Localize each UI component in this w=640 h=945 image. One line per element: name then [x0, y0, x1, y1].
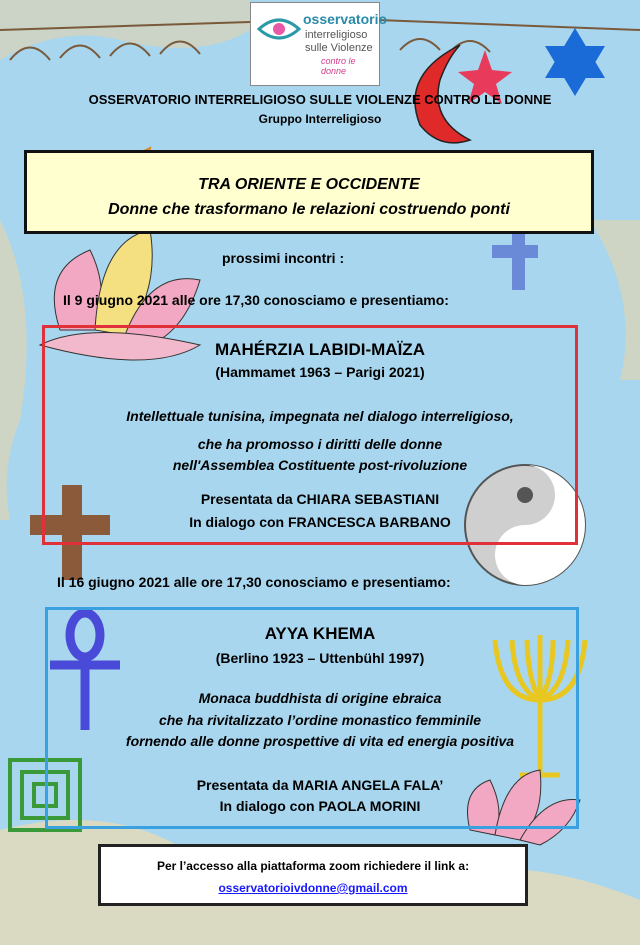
- event2-intro: Il 16 giugno 2021 alle ore 17,30 conosciamo e presentiamo:: [57, 574, 451, 590]
- event2-presenter: Presentata da MARIA ANGELA FALA’: [196, 777, 444, 793]
- star-of-david-icon: [545, 28, 605, 96]
- organization-subtitle: Gruppo Interreligioso: [258, 112, 382, 126]
- event1-name: MAHÉRZIA LABIDI-MAÏZA: [215, 340, 425, 359]
- banner: [24, 150, 594, 234]
- event2-name: AYYA KHEMA: [264, 624, 376, 643]
- contact-box: [98, 844, 528, 906]
- parchment-shape: [0, 0, 250, 60]
- email-link[interactable]: osservatorioivdonne@gmail.com: [218, 881, 408, 895]
- event2-description: fornendo alle donne prospettive di vita ed energia positiva: [125, 733, 515, 749]
- contact-text: Per l’accesso alla piattaforma zoom richiedere il link a:: [156, 859, 470, 873]
- eye-logo-icon: [257, 15, 301, 43]
- event1-presenter: Presentata da CHIARA SEBASTIANI: [200, 491, 440, 507]
- event1-dates: (Hammamet 1963 – Parigi 2021): [215, 364, 425, 380]
- upcoming-label: prossimi incontri :: [222, 250, 345, 266]
- event1-dialogue: In dialogo con FRANCESCA BARBANO: [189, 514, 451, 530]
- banner-title: TRA ORIENTE E OCCIDENTE: [198, 176, 420, 193]
- logo: [250, 2, 388, 86]
- event2-description: che ha rivitalizzato l’ordine monastico femminile: [158, 712, 482, 728]
- organization-title: OSSERVATORIO INTERRELIGIOSO SULLE VIOLENZE CONTRO LE DONNE: [88, 92, 552, 107]
- logo-text: sulle Violenze: [305, 42, 373, 54]
- event1-description: che ha promosso i diritti delle donne: [197, 436, 443, 452]
- event1-description: nell'Assemblea Costituente post-rivoluzione: [172, 457, 468, 473]
- cross-icon: [492, 232, 538, 290]
- event2-dates: (Berlino 1923 – Uttenbühl 1997): [215, 650, 425, 666]
- event1-intro: Il 9 giugno 2021 alle ore 17,30 conosciamo e presentiamo:: [63, 292, 449, 308]
- logo-text: osservatorio: [303, 11, 388, 27]
- event2-description: Monaca buddhista di origine ebraica: [198, 690, 442, 706]
- banner-subtitle: Donne che trasformano le relazioni costruendo ponti: [108, 201, 510, 218]
- logo-text: interreligioso: [305, 29, 368, 41]
- event1-description: Intellettuale tunisina, impegnata nel dialogo interreligioso,: [126, 408, 514, 424]
- event2-dialogue: In dialogo con PAOLA MORINI: [219, 798, 421, 814]
- logo-text: contro le donne: [321, 56, 356, 76]
